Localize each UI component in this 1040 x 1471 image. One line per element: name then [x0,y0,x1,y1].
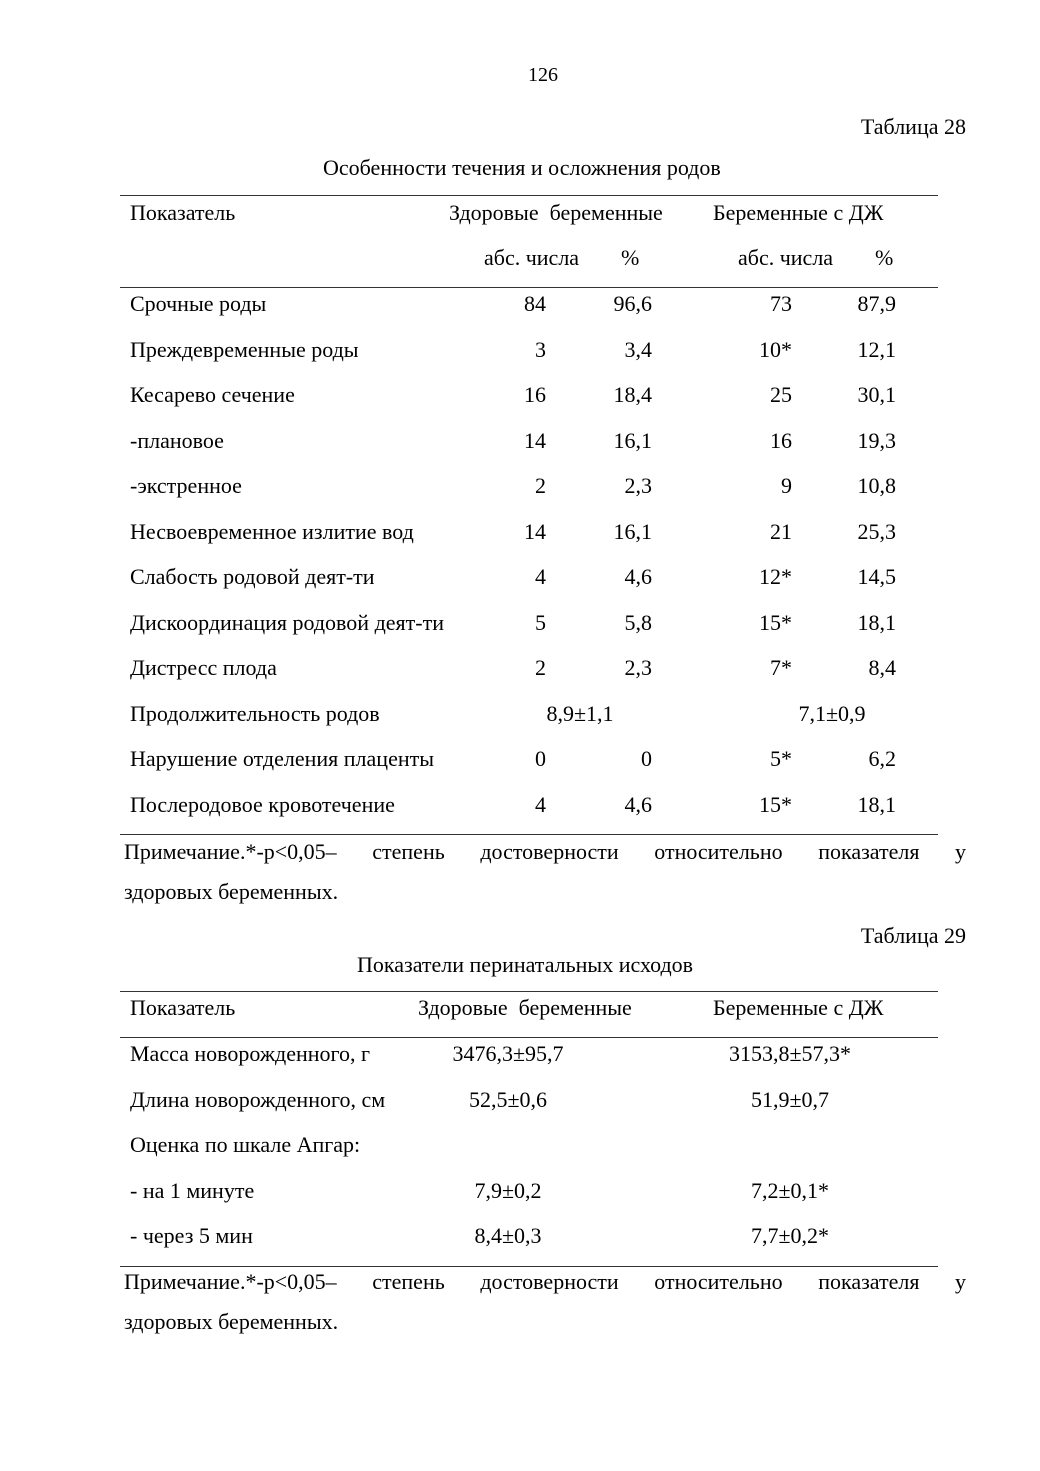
note-word: относительно [654,839,783,864]
t29-header-healthy: Здоровые беременные [418,995,632,1020]
t28-cell-h-pct: 2,3 [624,473,652,498]
t28-cell-g-abs: 16 [770,428,792,453]
t28-header-healthy-pct: % [621,245,640,270]
t28-cell-g-pct: 18,1 [857,610,896,635]
t28-header-gd-abs: абс. числа [738,245,834,270]
t28-cell-h-abs: 2 [535,473,546,498]
t28-row-label: Срочные роды [130,291,267,316]
t28-row-label: Дистресс плода [130,655,277,680]
note-word: достоверности [480,1269,619,1294]
t28-cell-g-pct: 6,2 [868,746,896,771]
t28-cell-h-abs: 2 [535,655,546,680]
t28-cell-g-pct: 8,4 [868,655,896,680]
note-word: показателя [818,1269,920,1294]
note-word: у [955,839,967,864]
t28-cell-h-pct: 16,1 [613,428,652,453]
note-word: Примечание.*-р<0,05– [124,839,337,864]
t28-cell-h-pct: 3,4 [624,337,652,362]
t28-row-label: Несвоевременное излитие вод [130,519,414,544]
table-28-header-rule [120,287,938,288]
t28-row-label: Продолжительность родов [130,701,380,726]
note-word: относительно [654,1269,783,1294]
t28-cell-g-abs: 12* [759,564,792,589]
page-number: 126 [528,64,558,86]
t28-cell-h-pct: 4,6 [624,792,652,817]
t28-row-label: Слабость родовой деят-ти [130,564,375,589]
t28-header-gd: Беременные с ДЖ [713,200,884,225]
t28-row-label: Дискоординация родовой деят-ти [130,610,444,635]
t28-cell-h-abs: 4 [535,792,546,817]
t29-row-label: Оценка по шкале Апгар: [130,1132,361,1157]
t28-cell-h-abs: 3 [535,337,546,362]
t28-cell-g-abs: 73 [770,291,792,316]
t28-cell-h-pct: 2,3 [624,655,652,680]
t28-cell-g-abs: 10* [759,337,792,362]
t28-cell-h-abs: 14 [524,428,546,453]
t28-header-indicator: Показатель [130,200,236,225]
table-29-note-line2: здоровых беременных. [124,1309,339,1334]
t28-cell-h-abs: 5 [535,610,546,635]
t28-cell-h-abs: 0 [535,746,546,771]
t28-row-label: Кесарево сечение [130,382,295,407]
t28-cell-h-merged: 8,9±1,1 [546,701,614,726]
note-word: Примечание.*-р<0,05– [124,1269,337,1294]
t28-cell-g-abs: 9 [781,473,792,498]
t28-cell-g-pct: 10,8 [857,473,896,498]
t28-cell-g-pct: 14,5 [857,564,896,589]
table-28-note-line2: здоровых беременных. [124,879,339,904]
t28-cell-h-abs: 84 [524,291,546,316]
t29-header-gd: Беременные с ДЖ [713,995,884,1020]
t28-cell-h-pct: 18,4 [613,382,652,407]
t29-cell-healthy: 7,9±0,2 [474,1178,542,1203]
t28-cell-g-abs: 15* [759,792,792,817]
table-28-note [124,832,966,912]
t29-cell-healthy: 8,4±0,3 [474,1223,542,1248]
table-28-label: Таблица 28 [860,114,966,139]
t28-cell-g-pct: 12,1 [857,337,896,362]
t29-cell-healthy: 3476,3±95,7 [452,1041,564,1066]
t28-header-healthy: Здоровые беременные [449,200,663,225]
table-29-note-line1 [124,1262,966,1302]
t28-row-label: Нарушение отделения плаценты [130,746,435,771]
table-29-title: Показатели перинатальных исходов [357,952,694,977]
table-28-note-line1 [124,832,966,872]
note-word: у [955,1269,967,1294]
t28-row-label: -плановое [130,428,224,453]
t28-cell-g-abs: 7* [770,655,792,680]
t28-cell-h-pct: 96,6 [613,291,652,316]
t28-cell-g-abs: 21 [770,519,792,544]
t29-row-label: Длина новорожденного, см [130,1087,386,1112]
t28-cell-h-abs: 4 [535,564,546,589]
note-word: степень [372,1269,445,1294]
t28-cell-h-pct: 0 [641,746,652,771]
t28-cell-g-abs: 5* [770,746,792,771]
t29-cell-healthy: 52,5±0,6 [468,1087,548,1112]
t28-cell-g-abs: 15* [759,610,792,635]
t29-row-label: - через 5 мин [130,1223,253,1248]
t28-row-label: -экстренное [130,473,242,498]
table-29-header-rule [120,1037,938,1038]
t29-cell-gd: 51,9±0,7 [750,1087,830,1112]
note-word: показателя [818,839,920,864]
t29-cell-gd: 7,2±0,1* [750,1178,830,1203]
table-28-top-rule [120,195,938,196]
t28-cell-g-pct: 87,9 [857,291,896,316]
t28-cell-h-pct: 4,6 [624,564,652,589]
t28-cell-g-pct: 19,3 [857,428,896,453]
t28-cell-g-pct: 18,1 [857,792,896,817]
t28-row-label: Преждевременные роды [130,337,359,362]
table-28-title: Особенности течения и осложнения родов [323,155,721,180]
t28-header-healthy-abs: абс. числа [484,245,580,270]
t29-header-indicator: Показатель [130,995,236,1020]
note-word: степень [372,839,445,864]
t28-cell-h-abs: 14 [524,519,546,544]
t28-cell-h-abs: 16 [524,382,546,407]
table-29-label: Таблица 29 [860,923,966,948]
t28-cell-g-pct: 25,3 [857,519,896,544]
t28-cell-h-pct: 5,8 [624,610,652,635]
note-word: достоверности [480,839,619,864]
table-29-note [124,1262,966,1342]
t28-cell-g-pct: 30,1 [857,382,896,407]
t28-header-gd-pct: % [875,245,894,270]
table-29-top-rule [120,991,938,992]
t28-cell-g-merged: 7,1±0,9 [798,701,866,726]
t29-row-label: Масса новорожденного, г [130,1041,371,1066]
t28-cell-g-abs: 25 [770,382,792,407]
t28-row-label: Послеродовое кровотечение [130,792,395,817]
t29-cell-gd: 3153,8±57,3* [728,1041,852,1066]
t29-row-label: - на 1 минуте [130,1178,255,1203]
t29-cell-gd: 7,7±0,2* [750,1223,830,1248]
t28-cell-h-pct: 16,1 [613,519,652,544]
